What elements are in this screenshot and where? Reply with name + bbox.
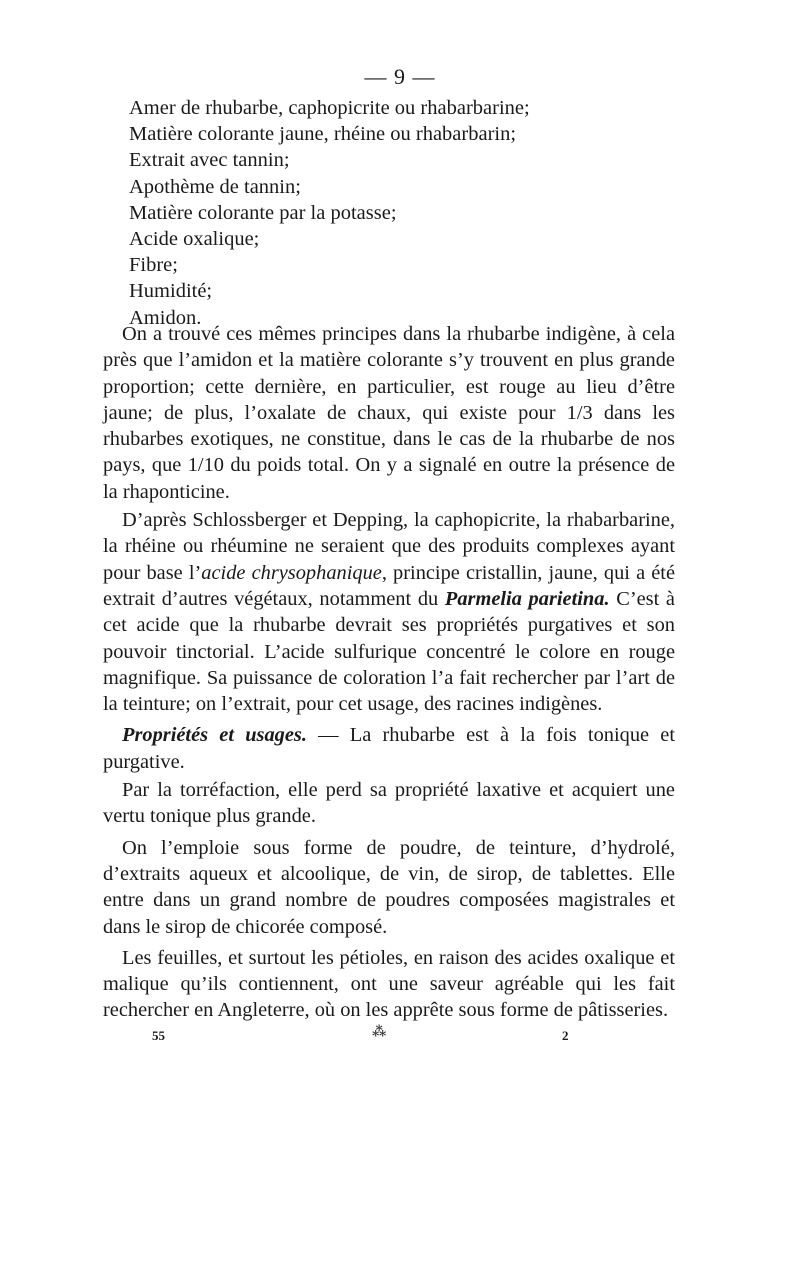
paragraph-leaves: Les feuilles, et surtout les pétioles, en raison des acides oxalique et malique qu’ils contiennent, ont une saveur agréable qui les fait rechercher en Angleterre, où on les apprête sous forme de pâtisseries. [103, 946, 675, 1022]
ornament-icon: ⁂ [372, 1025, 387, 1040]
list-item: Humidité; [129, 280, 213, 303]
list-item: Apothème de tannin; [129, 175, 301, 198]
paragraph-text: — La rhubarbe est à la fois tonique et purgative. [103, 724, 675, 773]
list-item: Fibre; [129, 254, 178, 277]
list-item: Acide oxalique; [129, 228, 260, 251]
list-item: Amer de rhubarbe, caphopicrite ou rhabarbarine; [129, 97, 530, 119]
list-item: Matière colorante jaune, rhéine ou rhabarbarin; [129, 123, 517, 146]
paragraph-text: C’est à cet acide que la rhubarbe devrait ses propriétés purgatives et son pouvoir tinctorial. L’acide sulfurique concentré le colore en rouge magnifique. Sa puissance de coloration l’a fait rechercher par l’art de la teinture; on l’extrait, pour cet usage, des racines indigènes. [103, 587, 675, 716]
page-footer [0, 1024, 800, 1048]
quire-mark: 2 [562, 1028, 569, 1043]
paragraph-text: , principe cristallin, jaune, qui a été extrait d’autres végétaux, notamment du [103, 561, 675, 610]
paragraph-indigenous-rhubarb: On a trouvé ces mêmes principes dans la rhubarbe indigène, à cela près que l’amidon et la matière colorante s’y trouvent en plus grande proportion; cette dernière, en particulier, est rouge au lieu d’être jaune; de plus, l’oxalate de chaux, qui existe pour 1/3 dans les rhubarbes exotiques, ne constitue, dans le cas de la rhubarbe de nos pays, que 1/10 du poids total. On y a signalé en outre la présence de la rhaponticine. [103, 323, 675, 503]
paragraph-forms: On l’emploie sous forme de poudre, de teinture, d’hydrolé, d’extraits aqueux et alcoolique, de vin, de sirop, de tablettes. Elle entre dans un grand nombre de poudres composées magistrales et dans le sirop de chicorée composé. [103, 836, 675, 938]
list-item: Amidon. [129, 306, 202, 329]
body-text [103, 321, 675, 1029]
page-number: — 9 — [364, 64, 436, 89]
components-list [129, 95, 689, 331]
paragraph-properties [103, 722, 675, 775]
list-item: Extrait avec tannin; [129, 149, 290, 172]
section-heading: Propriétés et usages. [122, 724, 307, 747]
species-name: Parmelia parietina. [444, 587, 610, 610]
paragraph-torrefaction: Par la torréfaction, elle perd sa propriété laxative et acquiert une vertu tonique plus grande. [103, 779, 675, 828]
list-item: Matière colorante par la potasse; [129, 201, 397, 224]
signature-mark: 55 [152, 1028, 165, 1043]
italic-term: acide chrysophanique [201, 561, 382, 584]
paragraph-text: D’après Schlossberger et Depping, la caphopicrite, la rhabarbarine, la rhéine ou rhéumine ne seraient que des produits complexes ayant pour base l’ [103, 509, 675, 584]
paragraph-chrysophanic-acid [103, 507, 675, 717]
